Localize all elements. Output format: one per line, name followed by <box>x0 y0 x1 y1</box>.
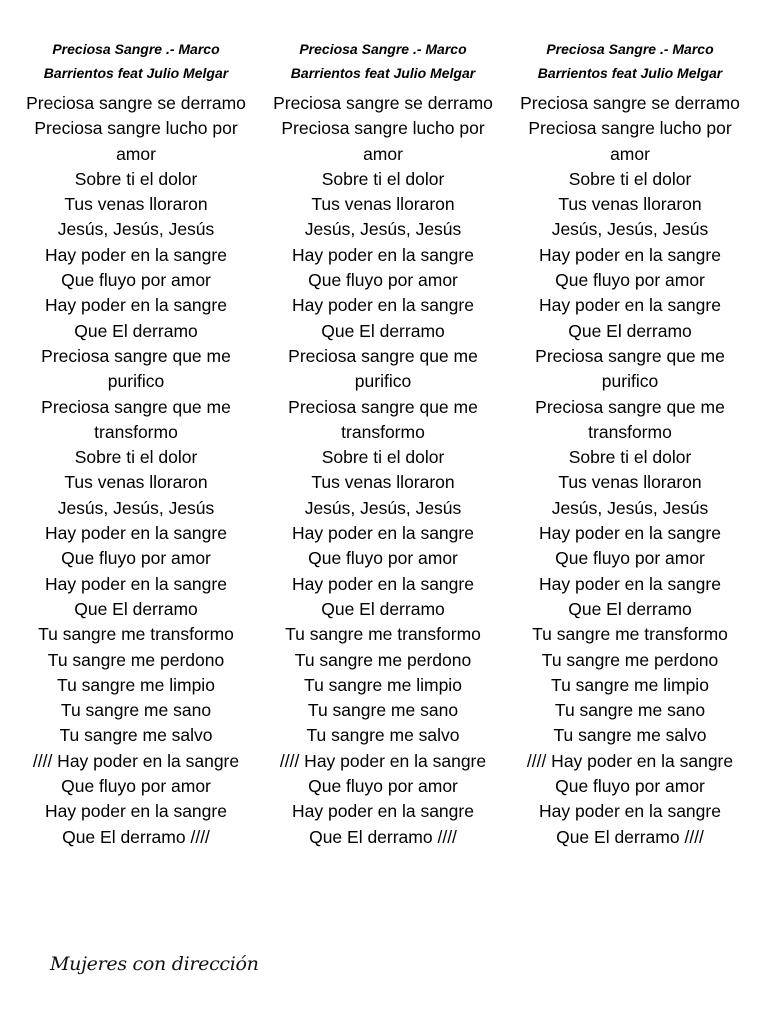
lyrics-column-1 <box>16 37 256 850</box>
lyric-line: Que fluyo por amor <box>555 270 705 291</box>
lyric-line: Hay poder en la sangre <box>539 295 721 316</box>
lyric-line: Hay poder en la sangre <box>539 801 721 822</box>
lyric-line: Tus venas lloraron <box>64 472 208 493</box>
lyric-line: Tu sangre me salvo <box>553 725 707 746</box>
signature-script: Mujeres con dirección <box>50 953 259 975</box>
lyric-line: Hay poder en la sangre <box>292 295 474 316</box>
lyric-line: Que El derramo //// <box>309 826 457 847</box>
lyric-line: Jesús, Jesús, Jesús <box>304 497 462 518</box>
lyric-line: Jesús, Jesús, Jesús <box>57 497 215 518</box>
lyric-line: Hay poder en la sangre <box>292 523 474 544</box>
lyric-line: Sobre ti el dolor <box>74 447 198 468</box>
lyric-line: Hay poder en la sangre <box>45 295 227 316</box>
lyric-line: Hay poder en la sangre <box>292 801 474 822</box>
lyric-line: Hay poder en la sangre <box>45 801 227 822</box>
lyric-line: Que fluyo por amor <box>555 776 705 797</box>
lyrics-column-3 <box>510 37 750 850</box>
lyric-line: Que El derramo //// <box>62 826 210 847</box>
lyric-line: Tu sangre me limpio <box>57 674 215 695</box>
lyric-line: Hay poder en la sangre <box>539 573 721 594</box>
lyric-line: Tu sangre me transformo <box>532 624 728 645</box>
lyric-line: Tu sangre me transformo <box>285 624 481 645</box>
lyric-line: Tu sangre me perdono <box>541 649 719 670</box>
lyric-line: Hay poder en la sangre <box>539 523 721 544</box>
lyric-line: Jesús, Jesús, Jesús <box>551 219 709 240</box>
lyric-line: Tus venas lloraron <box>558 472 702 493</box>
lyric-line: Tu sangre me salvo <box>59 725 213 746</box>
lyric-line: Que fluyo por amor <box>308 270 458 291</box>
lyric-line: Tus venas lloraron <box>558 194 702 215</box>
lyric-line: Tu sangre me limpio <box>551 674 709 695</box>
lyric-line: Tus venas lloraron <box>311 472 455 493</box>
lyric-line: Sobre ti el dolor <box>321 447 445 468</box>
lyric-line: Hay poder en la sangre <box>45 573 227 594</box>
lyric-line: Sobre ti el dolor <box>568 447 692 468</box>
lyrics-block <box>268 91 498 850</box>
song-title: Preciosa Sangre .- Marco Barrientos feat Julio Melgar <box>290 41 476 81</box>
lyric-line: Hay poder en la sangre <box>45 523 227 544</box>
lyric-line: Preciosa sangre se derramo <box>520 93 740 113</box>
lyric-line: Jesús, Jesús, Jesús <box>304 219 462 240</box>
lyric-line: Que fluyo por amor <box>555 548 705 569</box>
lyric-line: Tu sangre me limpio <box>304 674 462 695</box>
lyric-line: Tu sangre me transformo <box>38 624 234 645</box>
lyric-line: Tu sangre me sano <box>60 700 212 721</box>
lyric-line: Sobre ti el dolor <box>74 168 198 189</box>
lyric-line: Preciosa sangre lucho por amor <box>34 118 238 164</box>
lyric-line: //// Hay poder en la sangre <box>279 750 487 771</box>
lyric-line: Sobre ti el dolor <box>321 168 445 189</box>
lyric-line: Que fluyo por amor <box>308 776 458 797</box>
lyric-line: Que fluyo por amor <box>61 548 211 569</box>
lyric-line: Preciosa sangre que me purifico <box>288 345 478 392</box>
lyric-line: Que fluyo por amor <box>308 548 458 569</box>
lyric-line: Que El derramo <box>74 598 198 619</box>
lyrics-block <box>515 91 745 850</box>
lyric-line: Preciosa sangre que me transformo <box>288 396 478 442</box>
lyric-line: Jesús, Jesús, Jesús <box>551 497 709 518</box>
lyric-line: Tu sangre me sano <box>554 700 706 721</box>
lyric-line: Tu sangre me perdono <box>294 649 472 670</box>
lyric-line: Hay poder en la sangre <box>45 244 227 265</box>
lyrics-block <box>21 91 251 850</box>
lyric-line: Preciosa sangre que me purifico <box>41 345 231 392</box>
lyric-line: Preciosa sangre lucho por amor <box>281 118 485 164</box>
lyric-line: Preciosa sangre se derramo <box>273 93 493 113</box>
lyric-line: Hay poder en la sangre <box>539 244 721 265</box>
lyric-line: Hay poder en la sangre <box>292 244 474 265</box>
lyric-line: Hay poder en la sangre <box>292 573 474 594</box>
lyric-line: Que El derramo <box>74 320 198 341</box>
lyric-line: Que fluyo por amor <box>61 270 211 291</box>
lyric-line: Tus venas lloraron <box>64 194 208 215</box>
lyric-line: Tu sangre me salvo <box>306 725 460 746</box>
lyric-line: //// Hay poder en la sangre <box>526 750 734 771</box>
lyric-line: Preciosa sangre lucho por amor <box>528 118 732 164</box>
lyric-line: Preciosa sangre se derramo <box>26 93 246 113</box>
lyric-line: Sobre ti el dolor <box>568 168 692 189</box>
lyrics-column-2 <box>263 37 503 850</box>
lyric-line: Tu sangre me sano <box>307 700 459 721</box>
lyric-line: Que El derramo <box>568 320 692 341</box>
lyric-line: Que El derramo //// <box>556 826 704 847</box>
lyric-line: Preciosa sangre que me transformo <box>535 396 725 442</box>
lyric-line: Tus venas lloraron <box>311 194 455 215</box>
lyric-line: Que El derramo <box>568 598 692 619</box>
lyric-line: Tu sangre me perdono <box>47 649 225 670</box>
song-title: Preciosa Sangre .- Marco Barrientos feat Julio Melgar <box>537 41 723 81</box>
lyric-line: Preciosa sangre que me purifico <box>535 345 725 392</box>
lyric-line: Que fluyo por amor <box>61 776 211 797</box>
lyric-line: Que El derramo <box>321 320 445 341</box>
lyric-line: Preciosa sangre que me transformo <box>41 396 231 442</box>
song-title: Preciosa Sangre .- Marco Barrientos feat Julio Melgar <box>43 41 229 81</box>
lyric-line: //// Hay poder en la sangre <box>32 750 240 771</box>
lyric-line: Que El derramo <box>321 598 445 619</box>
lyric-line: Jesús, Jesús, Jesús <box>57 219 215 240</box>
